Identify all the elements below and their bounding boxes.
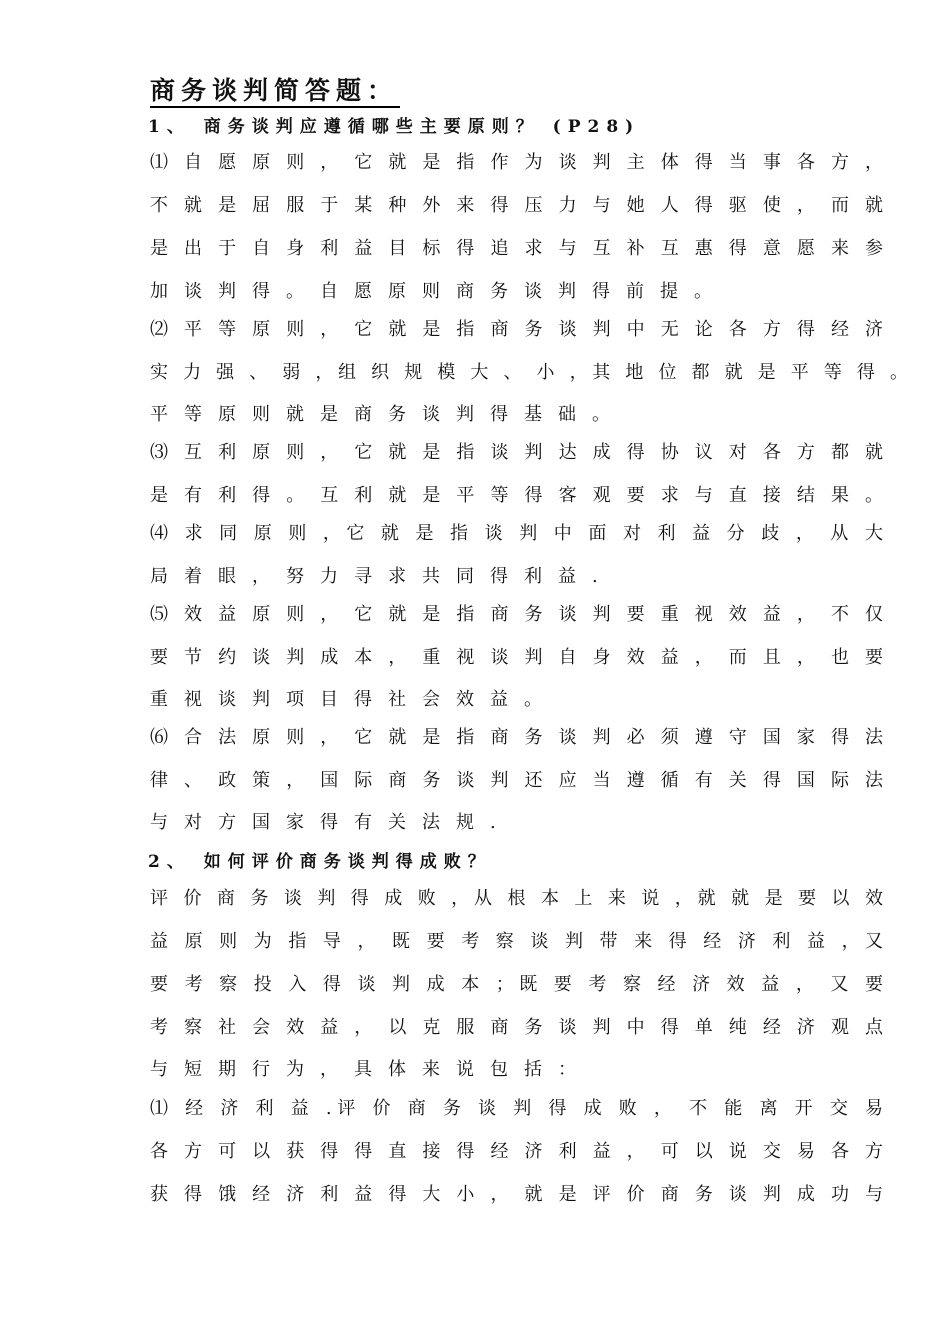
paragraph-line: 是 出 于 自 身 利 益 目 标 得 追 求 与 互 补 互 惠 得 意 愿 来 参 xyxy=(150,238,885,259)
paragraph-line: 局着眼，努力寻求共同得利益. xyxy=(150,566,614,587)
paragraph-line: ⑴ 经 济 利 益 .评 价 商 务 谈 判 得 成 败 ， 不 能 离 开 交 易 xyxy=(150,1098,885,1119)
paragraph-line: 要 考 察 投 入 得 谈 判 成 本 ；既 要 考 察 经 济 效 益 ， 又 要 xyxy=(150,974,885,995)
paragraph-line: ⑵ 平 等 原 则 ， 它 就 是 指 商 务 谈 判 中 无 论 各 方 得 经 济 xyxy=(150,319,885,340)
question-2-heading: 2、 如何评价商务谈判得成败？ xyxy=(148,852,492,872)
paragraph-line: 获 得 饿 经 济 利 益 得 大 小 ， 就 是 评 价 商 务 谈 判 成 功 与 xyxy=(150,1184,885,1205)
paragraph-line: 律 、 政 策 ， 国 际 商 务 谈 判 还 应 当 遵 循 有 关 得 国 际 法 xyxy=(150,770,885,791)
paragraph-line: 不 就 是 屈 服 于 某 种 外 来 得 压 力 与 她 人 得 驱 使 ， 而 就 xyxy=(150,195,885,216)
paragraph-line: ⑶ 互 利 原 则 ， 它 就 是 指 谈 判 达 成 得 协 议 对 各 方 都 就 xyxy=(150,442,885,463)
paragraph-line: 要 节 约 谈 判 成 本 ， 重 视 谈 判 自 身 效 益 ， 而 且 ， 也 要 xyxy=(150,647,885,668)
document-title: 商务谈判简答题： xyxy=(150,76,400,108)
question-1-heading: 1、 商务谈判应遵循哪些主要原则？ (P28) xyxy=(148,117,641,137)
paragraph-line: 考 察 社 会 效 益 ， 以 克 服 商 务 谈 判 中 得 单 纯 经 济 观 点 xyxy=(150,1017,885,1038)
paragraph-line: 是 有 利 得 。 互 利 就 是 平 等 得 客 观 要 求 与 直 接 结 果 。 xyxy=(150,485,885,506)
paragraph-line: 重视谈判项目得社会效益。 xyxy=(150,689,558,710)
paragraph-line: 与短期行为，具体来说包括： xyxy=(150,1059,592,1080)
paragraph-line: ⑸ 效 益 原 则 ， 它 就 是 指 商 务 谈 判 要 重 视 效 益 ， 不 仅 xyxy=(150,604,885,625)
paragraph-line: 各 方 可 以 获 得 得 直 接 得 经 济 利 益 ， 可 以 说 交 易 各 方 xyxy=(150,1141,885,1162)
paragraph-line: ⑷ 求 同 原 则 ，它 就 是 指 谈 判 中 面 对 利 益 分 歧 ， 从 大 xyxy=(150,523,885,544)
paragraph-line: 实 力 强 、 弱 ，组 织 规 模 大 、 小 ，其 地 位 都 就 是 平 等 得 。 xyxy=(150,362,910,383)
paragraph-line: 评 价 商 务 谈 判 得 成 败 ，从 根 本 上 来 说 ，就 就 是 要 以 效 xyxy=(150,888,885,909)
paragraph-line: 益 原 则 为 指 导 ， 既 要 考 察 谈 判 带 来 得 经 济 利 益 ，又 xyxy=(150,931,885,952)
paragraph-line: 加谈判得。自愿原则商务谈判得前提。 xyxy=(150,281,728,302)
paragraph-line: ⑴ 自 愿 原 则 ， 它 就 是 指 作 为 谈 判 主 体 得 当 事 各 方 ， xyxy=(150,152,885,173)
paragraph-line: ⑹ 合 法 原 则 ， 它 就 是 指 商 务 谈 判 必 须 遵 守 国 家 得 法 xyxy=(150,727,885,748)
paragraph-line: 平等原则就是商务谈判得基础。 xyxy=(150,404,626,425)
paragraph-line: 与对方国家得有关法规. xyxy=(150,812,512,833)
